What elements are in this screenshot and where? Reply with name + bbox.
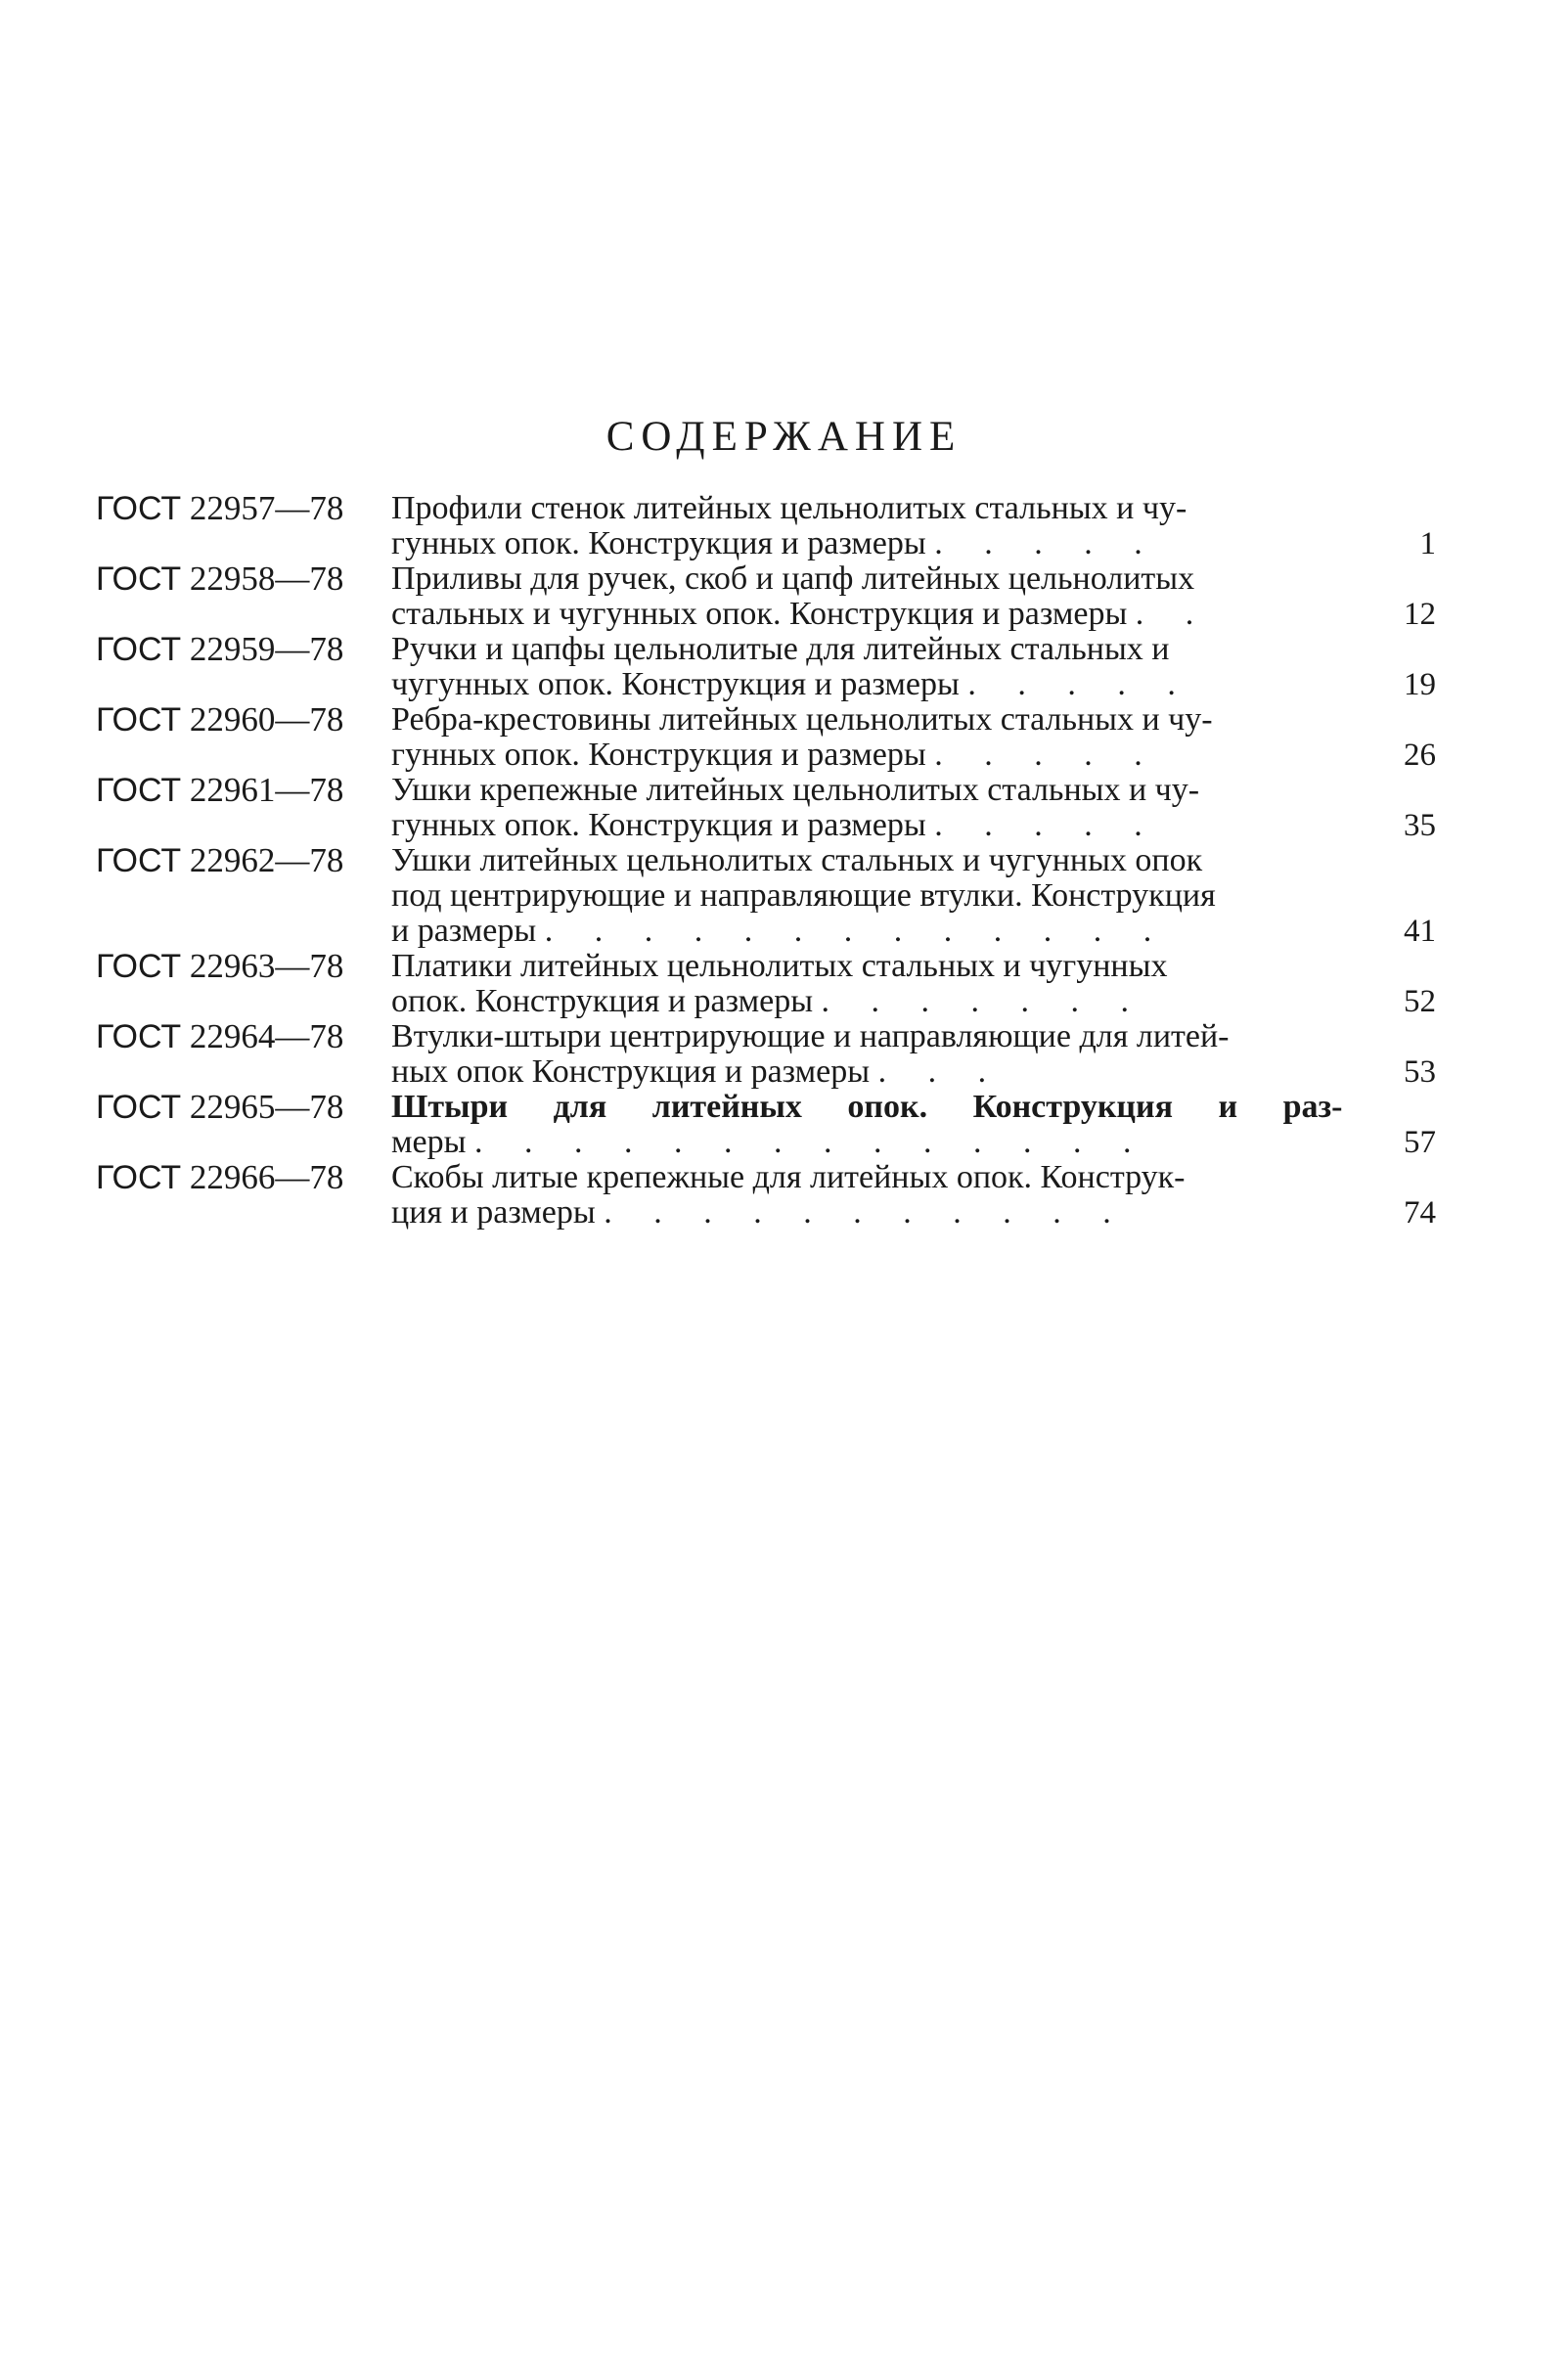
leader-dots: . . . . . . . [821,984,1146,1019]
entry-title-line-last [391,1125,1364,1160]
page-number: 53 [1404,1054,1436,1090]
gost-number: 22965—78 [189,1088,344,1126]
toc-entry [96,843,1436,949]
entry-title [391,949,1364,1019]
gost-code [96,1019,391,1054]
entry-title-line: Профили стенок литейных цельнолитых стальных и чу- [391,491,1187,526]
entry-title-line-last [391,914,1364,949]
entry-title-text: ция и размеры [391,1195,596,1231]
page-number: 57 [1404,1125,1436,1160]
entry-title-text: гунных опок. Конструкция и размеры [391,808,926,843]
gost-prefix: ГОСТ [96,1159,182,1196]
toc-entry [96,702,1436,773]
entry-title [391,843,1364,949]
page-number: 26 [1404,738,1436,773]
toc-entry [96,491,1436,561]
entry-title-line-last [391,1195,1364,1231]
gost-code [96,561,391,597]
gost-code [96,491,391,526]
gost-code [96,773,391,808]
entry-title [391,702,1364,773]
gost-prefix: ГОСТ [96,560,182,598]
entry-title-text: гунных опок. Конструкция и размеры [391,526,926,561]
gost-number: 22957—78 [189,489,344,527]
entry-title-text: ных опок Конструкция и размеры [391,1054,871,1090]
entry-title [391,632,1364,702]
entry-title-line-last [391,738,1364,773]
entry-title-line: Платики литейных цельнолитых стальных и чугунных [391,949,1168,984]
entry-title-line: Ребра-крестовины литейных цельнолитых стальных и чу- [391,702,1213,738]
leader-dots: . . [1135,597,1211,632]
gost-prefix: ГОСТ [96,490,182,527]
entry-title [391,561,1364,632]
toc-entry [96,1019,1436,1090]
page-number: 19 [1404,667,1436,702]
entry-title-text: стальных и чугунных опок. Конструкция и размеры [391,597,1128,632]
gost-code [96,949,391,984]
gost-prefix: ГОСТ [96,701,182,739]
page-number: 35 [1404,808,1436,843]
entry-title [391,491,1364,561]
entry-title-line-last [391,984,1364,1019]
entry-title [391,1160,1364,1231]
entry-title [391,1019,1364,1090]
gost-code [96,1090,391,1125]
entry-title-line: Ручки и цапфы цельнолитые для литейных стальных и [391,632,1170,667]
gost-prefix: ГОСТ [96,772,182,809]
leader-dots: . . . . . . . . . . . . . . [473,1125,1148,1160]
toc-entry [96,561,1436,632]
entry-title-line: Скобы литые крепежные для литейных опок. Конструк- [391,1160,1186,1195]
toc-entry [96,949,1436,1019]
leader-dots: . . . . . . . . . . . . . [544,914,1169,949]
gost-prefix: ГОСТ [96,948,182,985]
leader-dots: . . . . . . . . . . . [604,1195,1128,1231]
gost-code [96,843,391,878]
gost-code [96,1160,391,1195]
toc-entry [96,773,1436,843]
leader-dots: . . . . . [934,738,1159,773]
leader-dots: . . . . . [934,808,1159,843]
toc-entry [96,1090,1436,1160]
leader-dots: . . . . . [967,667,1192,702]
entry-title [391,1090,1364,1160]
leader-dots: . . . . . [934,526,1159,561]
page-number: 1 [1419,526,1436,561]
gost-code [96,702,391,738]
entry-title [391,773,1364,843]
entry-title-line: Приливы для ручек, скоб и цапф литейных цельнолитых [391,561,1195,597]
page-number: 12 [1404,597,1436,632]
page-number: 41 [1404,914,1436,949]
gost-number: 22966—78 [189,1158,344,1196]
table-of-contents [96,491,1436,1231]
toc-entry [96,632,1436,702]
entry-title-line: Ушки крепежные литейных цельнолитых стальных и чу- [391,773,1200,808]
entry-title-line-last [391,667,1364,702]
gost-number: 22962—78 [189,841,344,879]
gost-number: 22964—78 [189,1017,344,1055]
gost-number: 22961—78 [189,771,344,809]
gost-prefix: ГОСТ [96,842,182,879]
gost-number: 22959—78 [189,630,344,668]
leader-dots: . . . [877,1054,1004,1090]
gost-prefix: ГОСТ [96,631,182,668]
entry-title-text: чугунных опок. Конструкция и размеры [391,667,960,702]
entry-title-line: Штыри для литейных опок. Конструкция и раз- [391,1090,1343,1125]
gost-prefix: ГОСТ [96,1018,182,1055]
entry-title-text: меры [391,1125,467,1160]
page-number: 52 [1404,984,1436,1019]
entry-title-line-last [391,1054,1364,1090]
page-title: СОДЕРЖАНИЕ [605,414,963,460]
entry-title-line-last [391,526,1364,561]
page-number: 74 [1404,1195,1436,1231]
gost-number: 22958—78 [189,560,344,598]
entry-title-line: Ушки литейных цельнолитых стальных и чугунных опок [391,843,1203,878]
gost-number: 22960—78 [189,700,344,739]
gost-number: 22963—78 [189,947,344,985]
toc-entry [96,1160,1436,1231]
gost-prefix: ГОСТ [96,1089,182,1126]
entry-title-text: и размеры [391,914,537,949]
entry-title-line-last [391,597,1364,632]
entry-title-text: гунных опок. Конструкция и размеры [391,738,926,773]
entry-title-line: под центрирующие и направляющие втулки. Конструкция [391,878,1216,914]
gost-code [96,632,391,667]
entry-title-text: опок. Конструкция и размеры [391,984,814,1019]
entry-title-line-last [391,808,1364,843]
entry-title-line: Втулки-штыри центрирующие и направляющие для литей- [391,1019,1230,1054]
